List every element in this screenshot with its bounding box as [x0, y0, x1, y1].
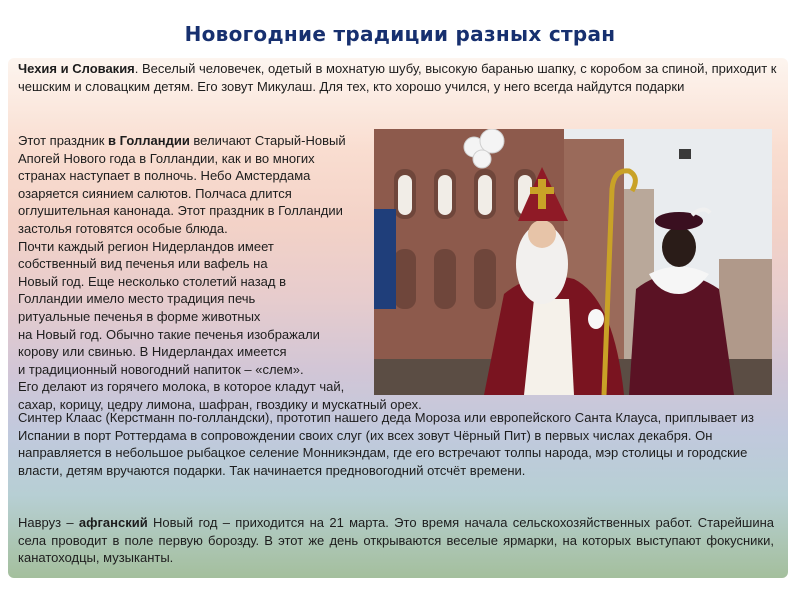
- page-title: Новогодние традиции разных стран: [184, 22, 616, 46]
- holland-text: Этот праздник: [18, 133, 109, 148]
- holland-line: и традиционный новогодний напиток – «слем».: [18, 361, 304, 377]
- holland-line: ритуальные печенья в форме животных: [18, 308, 261, 324]
- holland-line: сахар, корицу, цедру лимона, шафран, гвоздику и мускатный орех.: [18, 396, 422, 412]
- navruz-text: Навруз –: [18, 515, 79, 530]
- holland-line: корову или свинью. В Нидерландах имеется: [18, 344, 287, 360]
- czech-slovakia-paragraph: [18, 60, 778, 95]
- navruz-paragraph: [18, 514, 774, 567]
- holland-line: [18, 132, 376, 150]
- holland-line: странах наступает в полночь. Небо Амстердама: [18, 168, 311, 184]
- holland-line: оглушительная канонада. Этот праздник в Голландии: [18, 203, 343, 219]
- sinterklaas-photo: [374, 129, 772, 395]
- holland-line: на Новый год. Обычно такие печенья изображали: [18, 326, 320, 342]
- holland-line: Голландии имело место традиция печь: [18, 291, 256, 307]
- holland-text: величают Старый-Новый: [189, 133, 346, 148]
- holland-line: озаряется сиянием салютов. Полчаса длится: [18, 185, 292, 201]
- holland-paragraph: [18, 132, 422, 414]
- holland-heading: в Голландии: [108, 133, 190, 148]
- holland-line: застолья готовятся особые блюда.: [18, 220, 228, 236]
- czech-slovakia-heading: Чехия и Словакия: [18, 61, 135, 76]
- holland-line: Почти каждый регион Нидерландов имеет: [18, 238, 274, 254]
- navruz-text: Новый год – приходится на 21 марта. Это время начала сельскохозяйственных работ. Старейшина села проводит в поле первую борозду. В этот же день открываются веселые ярмарки, на которых выступают фокусники, канатоходцы, музыканты.: [18, 515, 774, 566]
- holland-line: Апогей Нового года в Голландии, как и во многих: [18, 150, 315, 166]
- holland-line: Новый год. Еще несколько столетий назад в: [18, 273, 287, 289]
- czech-slovakia-text: . Веселый человечек, одетый в мохнатую шубу, высокую баранью шапку, с коробом за спиной, приходит к чешским и словацким детям. Его зовут Микулаш. Для тех, кто хорошо учился, у него всегда найдутся подарки: [18, 61, 777, 94]
- navruz-heading: афганский: [78, 515, 148, 530]
- sinterklaas-paragraph: Синтер Клаас (Керстманн по-голландски), прототип нашего деда Мороза или европейского Санта Клауса, приплывает из Испании в порт Роттердама в сопровождении своих слуг (их всех зовут Чёрный Пит) в первых числах декабря. Он направляется в небольшое рыбацкое селение Монникэндам, где его встречают толпы народа, мэр столицы и городские власти, детям вручаются подарки. Так начинается предновогодний отсчёт времени.: [18, 410, 754, 478]
- holland-line: Его делают из горячего молока, в которое кладут чай,: [18, 379, 345, 395]
- holland-line: собственный вид печенья или вафель на: [18, 256, 268, 272]
